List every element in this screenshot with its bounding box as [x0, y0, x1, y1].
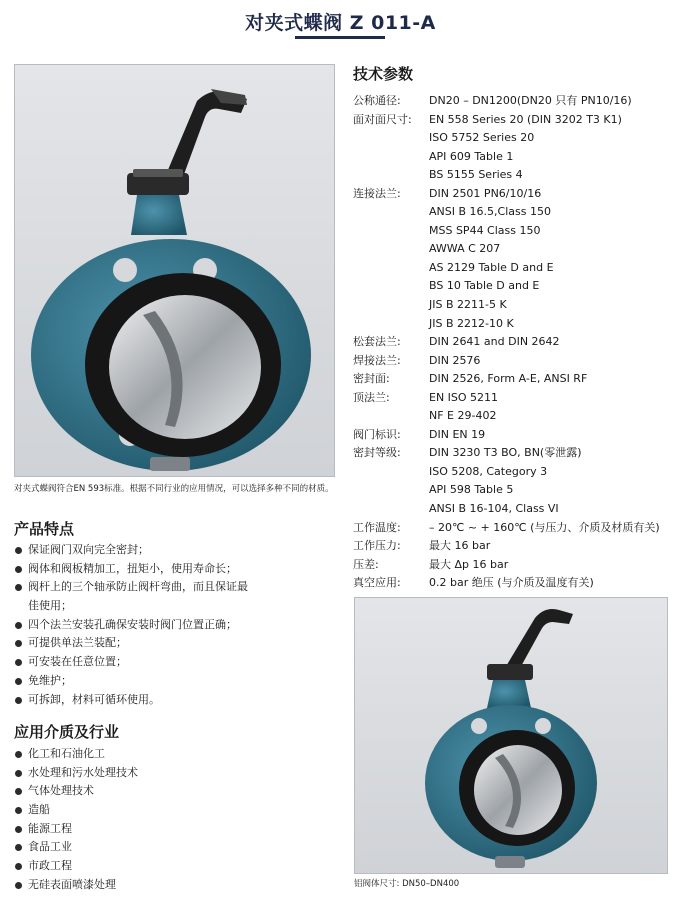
spec-row	[353, 407, 673, 426]
bullet-icon	[15, 678, 22, 685]
bullet-icon	[15, 547, 22, 554]
spec-label: 工作温度:	[353, 520, 401, 534]
list-item: 无硅表面喷漆处理	[14, 876, 138, 895]
spec-row	[353, 463, 673, 482]
spec-row	[353, 352, 673, 371]
spec-row	[353, 556, 673, 575]
spec-value: DN20 – DN1200(DN20 只有 PN10/16)	[429, 94, 632, 107]
butterfly-valve-illustration	[15, 65, 334, 476]
spec-row	[353, 259, 673, 278]
spec-label: 密封等级:	[353, 446, 401, 460]
spec-row	[353, 296, 673, 315]
list-item: 可拆卸，材料可循环使用。	[14, 691, 248, 710]
list-item: 免维护；	[14, 672, 248, 691]
bullet-icon	[15, 566, 22, 573]
list-item: 水处理和污水处理技术	[14, 764, 138, 783]
spec-value: NF E 29-402	[429, 409, 497, 423]
spec-row	[353, 240, 673, 259]
spec-value: ISO 5208, Category 3	[429, 464, 548, 478]
spec-value: – 20℃ ~ + 160℃ (与压力、介质及材质有关)	[429, 520, 660, 534]
list-item: 四个法兰安装孔确保安装时阀门位置正确；	[14, 616, 248, 635]
spec-value: BS 5155 Series 4	[429, 168, 523, 182]
spec-label: 阀门标识:	[353, 427, 401, 441]
spec-value: AS 2129 Table D and E	[429, 260, 554, 274]
specs-table	[353, 92, 673, 593]
spec-value: ISO 5752 Series 20	[429, 131, 535, 145]
spec-row	[353, 129, 673, 148]
spec-label: 面对面尺寸:	[353, 112, 412, 126]
spec-label: 焊接法兰:	[353, 353, 401, 367]
spec-value: JIS B 2212-10 K	[429, 316, 514, 330]
spec-label: 公称通径:	[353, 94, 401, 107]
spec-row	[353, 426, 673, 445]
list-item: 能源工程	[14, 820, 138, 839]
spec-label: 真空应用:	[353, 576, 401, 590]
spec-value: 最大 16 bar	[429, 539, 491, 553]
bullet-icon	[15, 863, 22, 870]
spec-value: DIN 2526, Form A-E, ANSI RF	[429, 372, 588, 386]
spec-row	[353, 277, 673, 296]
applications-list	[14, 745, 138, 895]
bullet-icon	[15, 788, 22, 795]
valve-photo-small	[354, 597, 668, 874]
spec-value: API 598 Table 5	[429, 483, 514, 497]
spec-row	[353, 537, 673, 556]
bullet-icon	[15, 770, 22, 777]
spec-value: JIS B 2211-5 K	[429, 298, 507, 312]
bullet-icon	[15, 826, 22, 833]
bullet-icon	[15, 640, 22, 647]
list-item: 化工和石油化工	[14, 745, 138, 764]
spec-row	[353, 148, 673, 167]
list-item: 可提供单法兰装配；	[14, 634, 248, 653]
spec-value: DIN EN 19	[429, 427, 486, 441]
list-item: 造船	[14, 801, 138, 820]
spec-label: 压差:	[353, 557, 379, 571]
list-item-continuation: 佳使用；	[28, 599, 72, 613]
spec-value: MSS SP44 Class 150	[429, 223, 541, 237]
spec-value: ANSI B 16-104, Class VI	[429, 502, 559, 516]
bullet-icon	[15, 659, 22, 666]
spec-row	[353, 185, 673, 204]
list-item: 可安装在任意位置；	[14, 653, 248, 672]
bullet-icon	[15, 807, 22, 814]
spec-label: 连接法兰:	[353, 186, 401, 200]
spec-row	[353, 519, 673, 538]
spec-label: 密封面:	[353, 372, 390, 386]
spec-value: 0.2 bar 绝压 (与介质及温度有关)	[429, 576, 594, 590]
spec-value: EN ISO 5211	[429, 390, 499, 404]
bullet-icon	[15, 751, 22, 758]
spec-row	[353, 166, 673, 185]
bullet-icon	[15, 882, 22, 889]
specs-heading: 技术参数	[353, 65, 414, 83]
spec-row	[353, 370, 673, 389]
list-item: 保证阀门双向完全密封；	[14, 541, 248, 560]
spec-row	[353, 444, 673, 463]
bullet-icon	[15, 844, 22, 851]
list-item: 阀杆上的三个轴承防止阀杆弯曲，而且保证最	[14, 578, 248, 597]
spec-row	[353, 111, 673, 130]
list-item: 食品工业	[14, 838, 138, 857]
spec-label: 松套法兰:	[353, 335, 401, 349]
spec-value: 最大 Δp 16 bar	[429, 557, 509, 571]
spec-row	[353, 481, 673, 500]
title-underline	[295, 36, 385, 39]
list-item: 气体处理技术	[14, 782, 138, 801]
features-heading: 产品特点	[14, 520, 75, 538]
spec-row	[353, 203, 673, 222]
spec-value: DIN 2641 and DIN 2642	[429, 335, 560, 349]
spec-value: DIN 2501 PN6/10/16	[429, 186, 542, 200]
spec-row	[353, 333, 673, 352]
photo-caption-large: 对夹式蝶阀符合EN 593标准。根据不同行业的应用情况，可以选择多种不同的材质。	[14, 484, 334, 494]
spec-row	[353, 222, 673, 241]
spec-value: EN 558 Series 20 (DIN 3202 T3 K1)	[429, 112, 622, 126]
bullet-icon	[15, 622, 22, 629]
features-list	[14, 541, 248, 709]
bullet-icon	[15, 697, 22, 704]
spec-row	[353, 92, 673, 111]
spec-value: DIN 2576	[429, 353, 481, 367]
photo-caption-small: 铝阀体尺寸: DN50–DN400	[354, 879, 460, 889]
spec-label: 顶法兰:	[353, 390, 390, 404]
butterfly-valve-illustration	[355, 598, 667, 873]
list-item: 阀体和阀板精加工，扭矩小，使用寿命长；	[14, 560, 248, 579]
bullet-icon	[15, 584, 22, 591]
spec-value: DIN 3230 T3 BO, BN(零泄露)	[429, 446, 582, 460]
spec-row	[353, 315, 673, 334]
page-title: 对夹式蝶阀 Z 011-A	[245, 12, 436, 34]
valve-photo-large	[14, 64, 335, 477]
spec-row	[353, 500, 673, 519]
spec-row	[353, 389, 673, 408]
spec-value: AWWA C 207	[429, 242, 501, 256]
spec-label: 工作压力:	[353, 539, 401, 553]
list-item: 市政工程	[14, 857, 138, 876]
spec-value: API 609 Table 1	[429, 149, 514, 163]
spec-value: BS 10 Table D and E	[429, 279, 540, 293]
applications-heading: 应用介质及行业	[14, 723, 120, 741]
spec-row	[353, 574, 673, 593]
spec-value: ANSI B 16.5,Class 150	[429, 205, 551, 219]
